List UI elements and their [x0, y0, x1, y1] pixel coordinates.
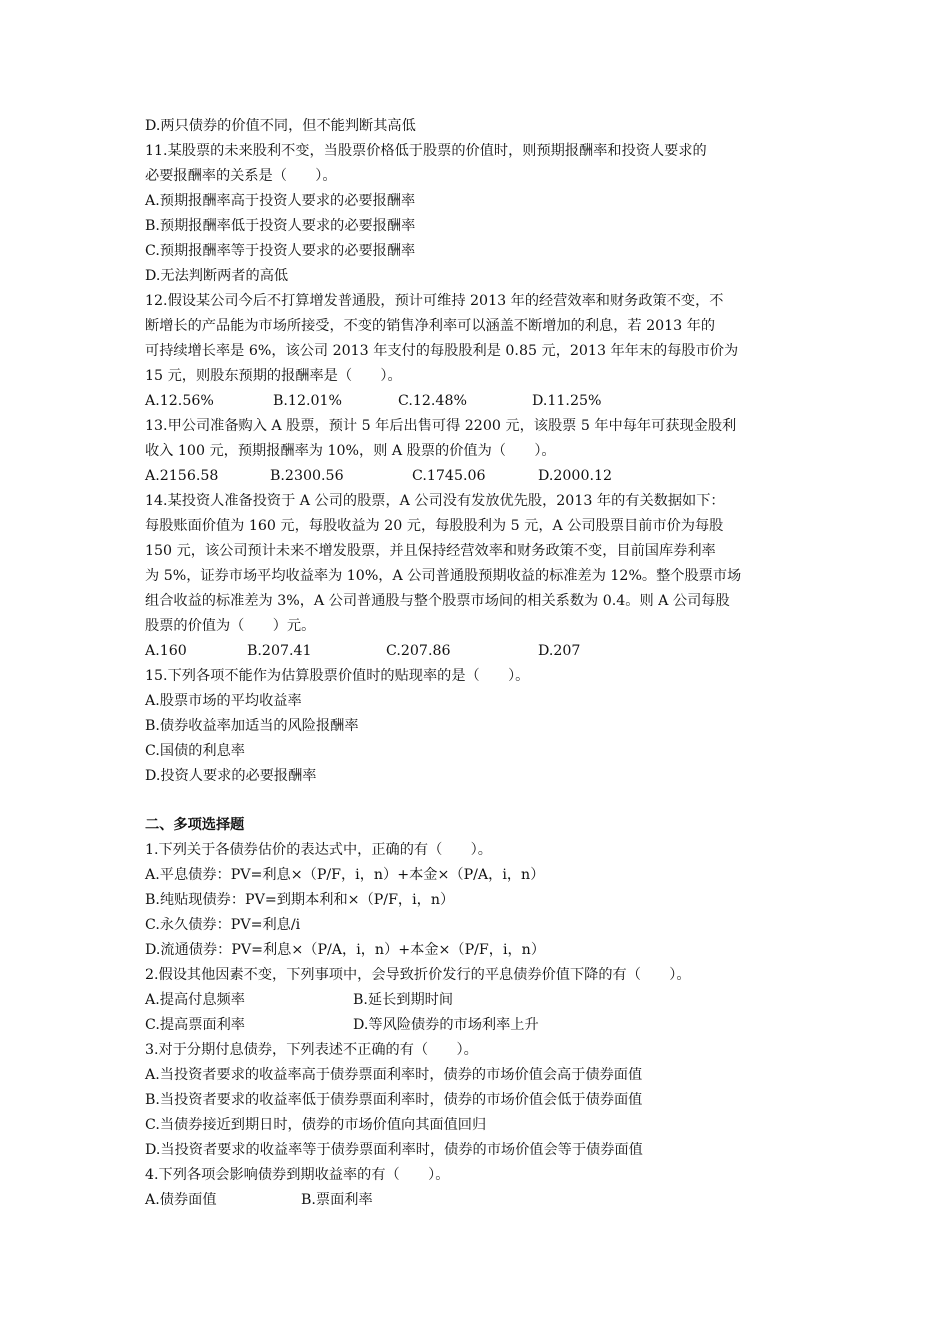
question-15: [145, 664, 810, 789]
q11-option-a: A.预期报酬率高于投资人要求的必要报酬率: [145, 193, 416, 209]
q12-stem-line: 15 元，则股东预期的报酬率是（ ）。: [145, 368, 402, 384]
q12-options: [145, 389, 810, 414]
m1-option-c: C.永久债券：PV=利息/i: [145, 917, 301, 933]
m2-option-b: B.延长到期时间: [353, 992, 454, 1008]
q10-option-d: D.两只债券的价值不同，但不能判断其高低: [145, 118, 416, 134]
multi-question-2: [145, 963, 810, 1038]
q11-option-b: B.预期报酬率低于投资人要求的必要报酬率: [145, 218, 416, 234]
m2-option-c: C.提高票面利率: [145, 1017, 245, 1033]
q15-stem-line: 15.下列各项不能作为估算股票价值时的贴现率的是（ ）。: [145, 668, 530, 684]
q11-option-d: D.无法判断两者的高低: [145, 268, 289, 284]
m3-option-a: A.当投资者要求的收益率高于债券票面利率时，债券的市场价值会高于债券面值: [145, 1067, 643, 1083]
q12-option-c: C.12.48%: [398, 393, 467, 409]
q12-stem-line: 断增长的产品能为市场所接受，不变的销售净利率可以涵盖不断增加的利息，若 2013 年的: [145, 318, 716, 334]
q15-option-c: C.国债的利息率: [145, 743, 245, 759]
question-12: [145, 289, 810, 414]
m2-option-a: A.提高付息频率: [145, 992, 245, 1008]
q13-options: [145, 464, 810, 489]
q12-option-b: B.12.01%: [273, 393, 343, 409]
q13-stem-line: 13.甲公司准备购入 A 股票，预计 5 年后出售可得 2200 元，该股票 5 年中每年可获现金股利: [145, 418, 737, 434]
m1-stem-line: 1.下列关于各债券估价的表达式中，正确的有（ ）。: [145, 842, 492, 858]
multi-question-4: [145, 1163, 810, 1213]
question-13: [145, 414, 810, 489]
section-heading: 二、多项选择题: [145, 817, 245, 833]
q13-option-d: D.2000.12: [538, 468, 613, 484]
q14-stem-line: 每股账面价值为 160 元，每股收益为 20 元，每股股利为 5 元，A 公司股票目前市价为每股: [145, 518, 724, 534]
m1-option-d: D.流通债券：PV=利息×（P/A，i，n）+本金×（P/F，i，n）: [145, 942, 546, 958]
q12-stem-line: 12.假设某公司今后不打算增发普通股，预计可维持 2013 年的经营效率和财务政策不变，不: [145, 293, 724, 309]
m2-options-row: [145, 1013, 810, 1038]
q12-option-d: D.11.25%: [532, 393, 602, 409]
m4-stem-line: 4.下列各项会影响债券到期收益率的有（ ）。: [145, 1167, 450, 1183]
m3-option-d: D.当投资者要求的收益率等于债券票面利率时，债券的市场价值会等于债券面值: [145, 1142, 643, 1158]
q13-option-c: C.1745.06: [412, 468, 486, 484]
m1-option-b: B.纯贴现债券：PV=到期本利和×（P/F，i，n）: [145, 892, 455, 908]
q11-stem-line: 11.某股票的未来股利不变，当股票价格低于股票的价值时，则预期报酬率和投资人要求的: [145, 143, 707, 159]
q12-option-a: A.12.56%: [145, 393, 214, 409]
m2-stem-line: 2.假设其他因素不变，下列事项中，会导致折价发行的平息债券价值下降的有（ ）。: [145, 967, 691, 983]
q14-options: [145, 639, 810, 664]
multi-question-1: [145, 838, 810, 963]
q14-option-b: B.207.41: [247, 643, 312, 659]
q14-stem-line: 14.某投资人准备投资于 A 公司的股票，A 公司没有发放优先股，2013 年的有关数据如下：: [145, 493, 725, 509]
q11-stem-line: 必要报酬率的关系是（ ）。: [145, 168, 337, 184]
m1-option-a: A.平息债券：PV=利息×（P/F，i，n）+本金×（P/A，i，n）: [145, 867, 545, 883]
m3-stem-line: 3.对于分期付息债券，下列表述不正确的有（ ）。: [145, 1042, 478, 1058]
m3-option-b: B.当投资者要求的收益率低于债券票面利率时，债券的市场价值会低于债券面值: [145, 1092, 643, 1108]
q11-option-c: C.预期报酬率等于投资人要求的必要报酬率: [145, 243, 416, 259]
m4-option-b: B.票面利率: [301, 1192, 373, 1208]
q15-option-a: A.股票市场的平均收益率: [145, 693, 302, 709]
q13-stem-line: 收入 100 元，预期报酬率为 10%，则 A 股票的价值为（ ）。: [145, 443, 556, 459]
q15-option-b: B.债券收益率加适当的风险报酬率: [145, 718, 359, 734]
document-page: [145, 114, 810, 1213]
q13-option-b: B.2300.56: [270, 468, 344, 484]
q12-stem-line: 可持续增长率是 6%，该公司 2013 年支付的每股股利是 0.85 元，2013 年年末的每股市价为: [145, 343, 739, 359]
m4-option-a: A.债券面值: [145, 1192, 217, 1208]
multi-question-3: [145, 1038, 810, 1163]
m3-option-c: C.当债券接近到期日时，债券的市场价值向其面值回归: [145, 1117, 487, 1133]
m2-option-d: D.等风险债券的市场利率上升: [353, 1017, 539, 1033]
q14-option-d: D.207: [538, 643, 581, 659]
q13-option-a: A.2156.58: [145, 468, 219, 484]
q14-option-c: C.207.86: [386, 643, 451, 659]
q14-stem-line: 股票的价值为（ ）元。: [145, 618, 316, 634]
q14-stem-line: 为 5%，证券市场平均收益率为 10%，A 公司普通股预期收益的标准差为 12%。整个股票市场: [145, 568, 742, 584]
question-14: [145, 489, 810, 664]
m4-options-row: [145, 1188, 810, 1213]
question-11: [145, 139, 810, 289]
q14-stem-line: 150 元，该公司预计未来不增发股票，并且保持经营效率和财务政策不变，目前国库券利率: [145, 543, 716, 559]
q14-option-a: A.160: [145, 643, 187, 659]
m2-options-row: [145, 988, 810, 1013]
q14-stem-line: 组合收益的标准差为 3%，A 公司普通股与整个股票市场间的相关系数为 0.4。则 A 公司每股: [145, 593, 730, 609]
q15-option-d: D.投资人要求的必要报酬率: [145, 768, 317, 784]
